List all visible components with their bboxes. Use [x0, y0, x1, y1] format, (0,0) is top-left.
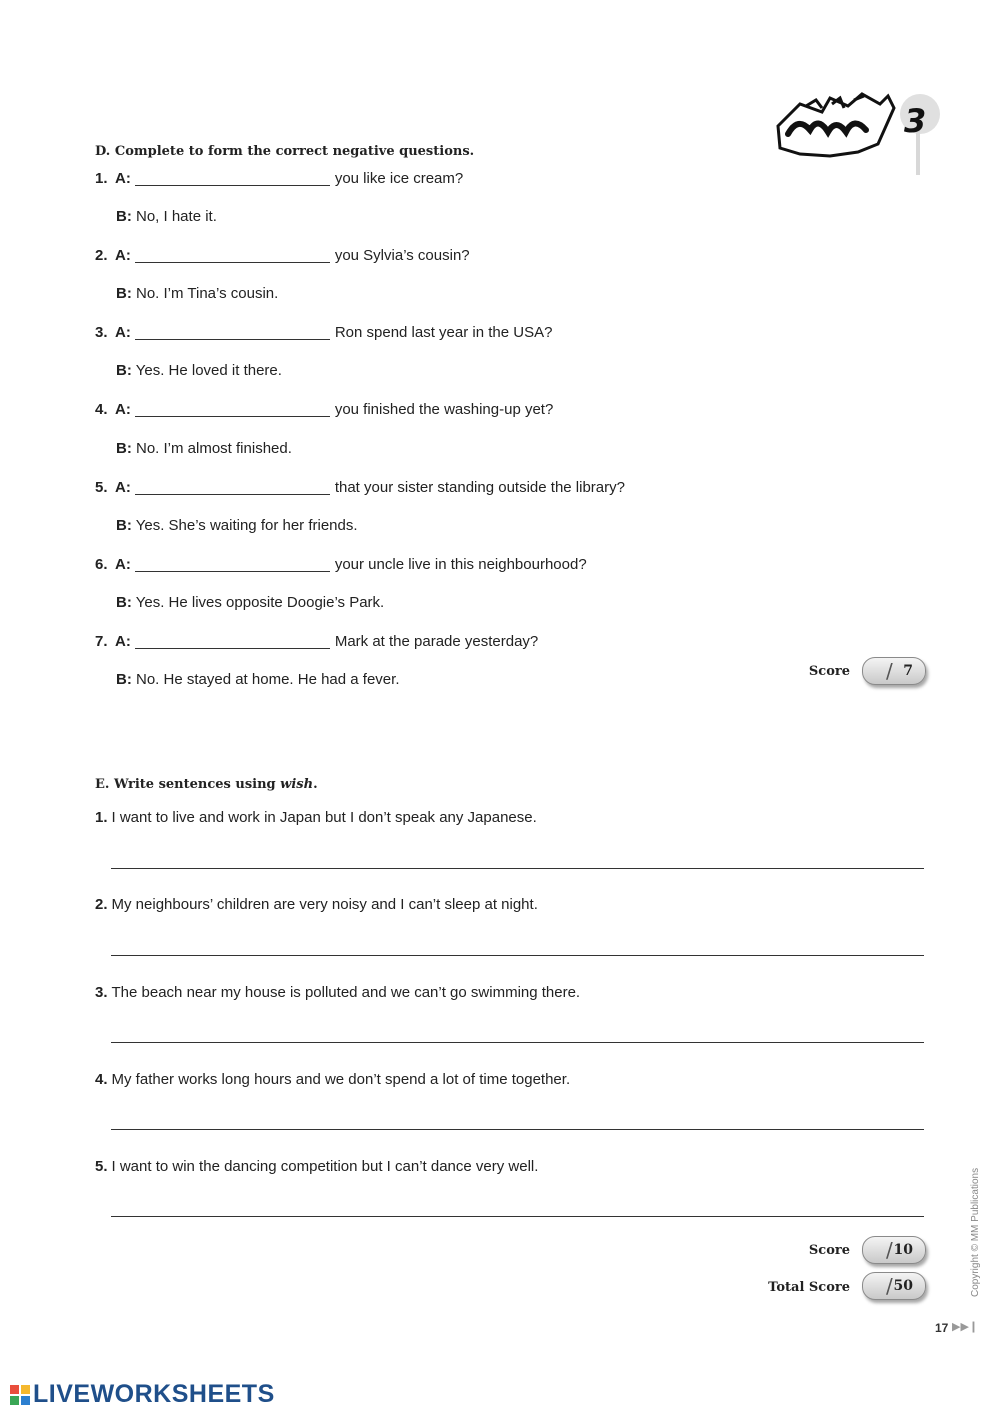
brand-blocks-icon: [10, 1385, 30, 1405]
question-text: you Sylvia’s cousin?: [334, 247, 470, 264]
response-text: No, I hate it.: [136, 208, 217, 225]
question-text: you finished the washing-up yet?: [334, 401, 554, 418]
question-text: Ron spend last year in the USA?: [334, 324, 553, 341]
full-blast-logo: [770, 86, 950, 181]
question-text: you like ice cream?: [334, 170, 464, 187]
answer-blank-d-4[interactable]: [135, 402, 330, 417]
section-e-title-prefix: E. Write sentences using: [95, 777, 281, 792]
prompt-text: My neighbours’ children are very noisy and I can’t sleep at night.: [111, 896, 538, 913]
speaker-b-label: B:: [116, 671, 132, 688]
total-score-max: 50: [893, 1278, 913, 1294]
prompt-text: My father works long hours and we don’t spend a lot of time together.: [111, 1071, 571, 1088]
question-number: 7.: [95, 633, 108, 650]
question-text: Mark at the parade yesterday?: [334, 633, 539, 650]
score-slash: /: [886, 1238, 893, 1262]
prompt-text: The beach near my house is polluted and we can’t go swimming there.: [111, 984, 581, 1001]
total-score-box: [862, 1272, 926, 1300]
section-d-score-label: Score: [808, 664, 850, 679]
speaker-a-label: A:: [115, 556, 131, 573]
section-e-score-box: [862, 1236, 926, 1264]
question-text: your uncle live in this neighbourhood?: [334, 556, 587, 573]
prompt-number: 2.: [95, 896, 108, 913]
question-d-6: [95, 556, 587, 573]
liveworksheets-brand: [10, 1380, 275, 1409]
prompt-e-3: [95, 984, 580, 1001]
answer-blank-d-5[interactable]: [135, 480, 330, 495]
speaker-a-label: A:: [115, 247, 131, 264]
answer-blank-d-3[interactable]: [135, 325, 330, 340]
response-text: No. I’m almost finished.: [136, 440, 292, 457]
total-score-label: Total Score: [768, 1280, 850, 1295]
response-text: Yes. She’s waiting for her friends.: [135, 517, 358, 534]
brand-name: LIVEWORKSHEETS: [33, 1380, 275, 1408]
question-text: that your sister standing outside the library?: [334, 479, 625, 496]
question-number: 1.: [95, 170, 108, 187]
speaker-b-label: B:: [116, 594, 132, 611]
prompt-number: 1.: [95, 809, 108, 826]
question-number: 4.: [95, 401, 108, 418]
answer-blank-d-6[interactable]: [135, 557, 330, 572]
response-text: No. He stayed at home. He had a fever.: [136, 671, 400, 688]
section-d-score-box: [862, 657, 926, 685]
prompt-number: 4.: [95, 1071, 108, 1088]
brand-block: [21, 1385, 30, 1394]
answer-line-e-1[interactable]: [111, 848, 924, 869]
question-d-2: [95, 247, 470, 264]
question-d-7: [95, 633, 538, 650]
next-page-arrow-icon: ▶▶❙: [952, 1321, 979, 1333]
speaker-a-label: A:: [115, 324, 131, 341]
answer-line-e-5[interactable]: [111, 1196, 924, 1217]
response-d-5: [116, 517, 358, 534]
prompt-e-5: [95, 1158, 538, 1175]
score-slash: /: [886, 1274, 893, 1298]
brand-block: [10, 1385, 19, 1394]
question-number: 5.: [95, 479, 108, 496]
question-d-3: [95, 324, 552, 341]
prompt-number: 5.: [95, 1158, 108, 1175]
speaker-b-label: B:: [116, 440, 132, 457]
speaker-b-label: B:: [116, 208, 132, 225]
question-d-5: [95, 479, 625, 496]
speaker-b-label: B:: [116, 517, 132, 534]
answer-blank-d-1[interactable]: [135, 171, 330, 186]
brand-block: [21, 1396, 30, 1405]
page-number: 17: [935, 1321, 949, 1335]
response-d-7: [116, 671, 399, 688]
response-text: Yes. He loved it there.: [135, 362, 282, 379]
question-number: 3.: [95, 324, 108, 341]
prompt-e-4: [95, 1071, 570, 1088]
section-e-title-suffix: .: [313, 777, 318, 792]
answer-blank-d-7[interactable]: [135, 634, 330, 649]
question-d-4: [95, 401, 553, 418]
section-d-title: D. Complete to form the correct negative questions.: [95, 144, 475, 159]
answer-line-e-3[interactable]: [111, 1022, 924, 1043]
speaker-a-label: A:: [115, 479, 131, 496]
speaker-b-label: B:: [116, 362, 132, 379]
speaker-a-label: A:: [115, 170, 131, 187]
section-d-score-max: 7: [903, 663, 913, 679]
speaker-a-label: A:: [115, 401, 131, 418]
prompt-number: 3.: [95, 984, 108, 1001]
section-e-title: [95, 777, 318, 792]
answer-line-e-2[interactable]: [111, 935, 924, 956]
response-text: Yes. He lives opposite Doogie’s Park.: [135, 594, 385, 611]
prompt-text: I want to live and work in Japan but I don’t speak any Japanese.: [111, 809, 537, 826]
brand-block: [10, 1396, 19, 1405]
score-slash: /: [886, 659, 893, 683]
prompt-e-2: [95, 896, 538, 913]
answer-blank-d-2[interactable]: [135, 248, 330, 263]
response-d-2: [116, 285, 278, 302]
section-e-score-max: 10: [893, 1242, 913, 1258]
copyright-notice: Copyright © MM Publications: [970, 1167, 981, 1297]
response-text: No. I’m Tina’s cousin.: [136, 285, 279, 302]
prompt-text: I want to win the dancing competition but I can’t dance very well.: [111, 1158, 539, 1175]
speaker-b-label: B:: [116, 285, 132, 302]
question-number: 2.: [95, 247, 108, 264]
section-e-score-label: Score: [808, 1243, 850, 1258]
question-d-1: [95, 170, 463, 187]
prompt-e-1: [95, 809, 537, 826]
logo-level: 3: [904, 102, 927, 140]
response-d-1: [116, 208, 217, 225]
section-e-title-emph: wish: [280, 777, 314, 792]
response-d-4: [116, 440, 292, 457]
answer-line-e-4[interactable]: [111, 1109, 924, 1130]
speaker-a-label: A:: [115, 633, 131, 650]
response-d-6: [116, 594, 384, 611]
question-number: 6.: [95, 556, 108, 573]
response-d-3: [116, 362, 282, 379]
